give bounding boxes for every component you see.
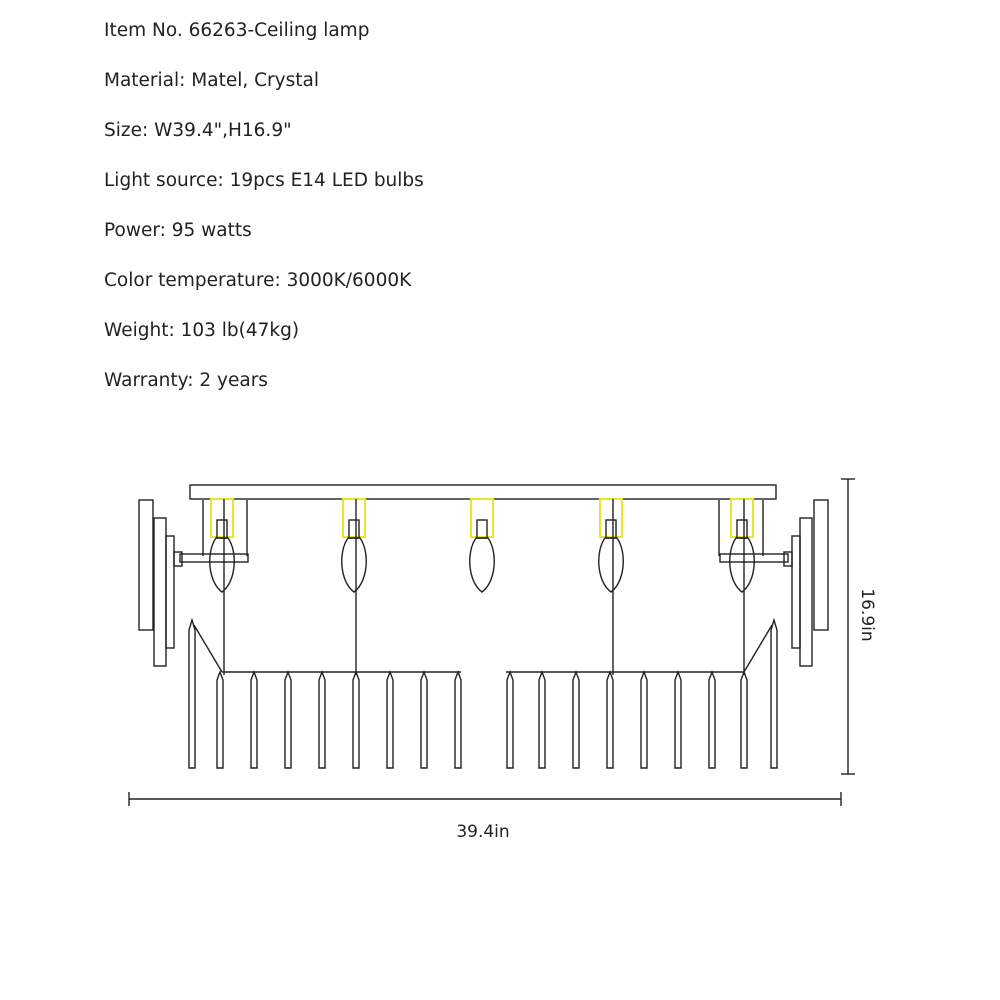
left-bracket-inner	[166, 536, 174, 648]
crystal-prism	[387, 672, 393, 768]
crystal-prism	[771, 620, 777, 768]
bulb-icon	[342, 538, 367, 592]
bulb-base	[477, 520, 487, 538]
spec-power: Power: 95 watts	[104, 220, 252, 241]
bulb-base	[737, 520, 747, 538]
crystal-prism	[251, 672, 257, 768]
crystal-prism	[607, 672, 613, 768]
spec-warranty: Warranty: 2 years	[104, 370, 268, 391]
left-bracket-plate	[154, 518, 166, 666]
bulb-base	[349, 520, 359, 538]
left-arm	[180, 554, 248, 562]
right-bracket-plate	[800, 518, 812, 666]
height-dimension	[841, 479, 855, 774]
crystal-prism	[539, 672, 545, 768]
spec-color-temperature: Color temperature: 3000K/6000K	[104, 270, 412, 291]
right-bracket-inner	[792, 536, 800, 648]
spec-material: Material: Matel, Crystal	[104, 70, 319, 91]
ceiling-plate	[190, 485, 776, 499]
crystal-prism	[709, 672, 715, 768]
crystal-prism	[353, 672, 359, 768]
spec-light-source: Light source: 19pcs E14 LED bulbs	[104, 170, 424, 191]
crystal-prism	[507, 672, 513, 768]
height-dimension-label: 16.9in	[857, 588, 877, 642]
bulb-socket-highlight	[211, 499, 233, 537]
crystal-prism	[455, 672, 461, 768]
crystal-prism	[421, 672, 427, 768]
spec-size: Size: W39.4",H16.9"	[104, 120, 292, 141]
bulb-icon	[599, 538, 624, 592]
crystal-prism	[675, 672, 681, 768]
bulb-socket-highlight	[731, 499, 753, 537]
width-dimension	[129, 792, 841, 806]
crystal-prism	[641, 672, 647, 768]
bulb-socket-highlight	[471, 499, 493, 537]
left-slant-rod	[194, 625, 222, 672]
right-slant-rod	[744, 625, 772, 672]
bulb-icon	[470, 538, 495, 592]
bulb-base	[217, 520, 227, 538]
bulb-socket-highlight	[343, 499, 365, 537]
bulb-icon	[210, 538, 235, 592]
right-bracket-back	[814, 500, 828, 630]
crystal-prism	[319, 672, 325, 768]
crystal-prism	[217, 672, 223, 768]
spec-weight: Weight: 103 lb(47kg)	[104, 320, 300, 341]
spec-item-number: Item No. 66263-Ceiling lamp	[104, 20, 370, 41]
crystal-prism	[189, 620, 195, 768]
ceiling-lamp-illustration	[139, 485, 828, 768]
bulb-icon	[730, 538, 755, 592]
crystal-prism	[741, 672, 747, 768]
width-dimension-label: 39.4in	[456, 822, 510, 842]
crystal-prism	[573, 672, 579, 768]
left-bracket-back	[139, 500, 153, 630]
crystal-prism	[285, 672, 291, 768]
bulb-socket-highlight	[600, 499, 622, 537]
bulb-base	[606, 520, 616, 538]
